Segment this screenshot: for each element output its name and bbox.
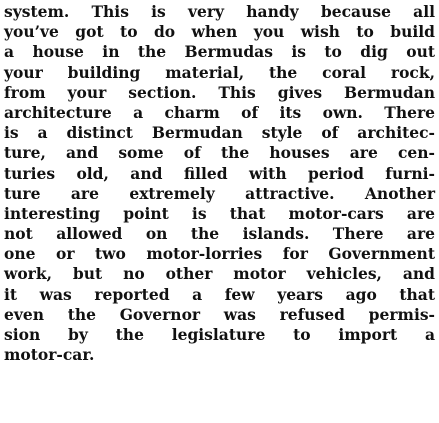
text-line-2: you’ve got to do when you wish to build <box>4 22 435 42</box>
text-line-18: motor-car. <box>4 345 95 365</box>
text-line-11: interesting point is that motor-cars are <box>4 203 435 223</box>
text-line-3: a house in the Bermudas is to dig out <box>4 42 435 62</box>
text-line-15: it was reported a few years ago that <box>4 284 435 304</box>
text-line-4: your building material, the coral rock, <box>4 62 435 82</box>
text-line-5: from your section. This gives Bermudan <box>4 82 435 102</box>
text-line-14: work, but no other motor vehicles, and <box>4 264 435 284</box>
text-line-16: even the Governor was refused permis- <box>4 304 435 324</box>
text-line-10: ture are extremely attractive. Another <box>4 183 435 203</box>
text-line-17: sion by the legislature to import a <box>4 325 435 344</box>
text-line-8: ture, and some of the houses are cen- <box>4 143 435 163</box>
text-line-12: not allowed on the islands. There are <box>4 224 435 244</box>
text-line-13: one or two motor-lorries for Government <box>4 244 435 264</box>
text-line-6: architecture a charm of its own. There <box>4 102 435 122</box>
body-paragraph <box>4 2 435 365</box>
text-line-9: turies old, and filled with period furni- <box>4 163 435 183</box>
text-line-7: is a distinct Bermudan style of architec- <box>4 123 435 143</box>
text-line-1: system. This is very handy because all <box>4 2 435 21</box>
